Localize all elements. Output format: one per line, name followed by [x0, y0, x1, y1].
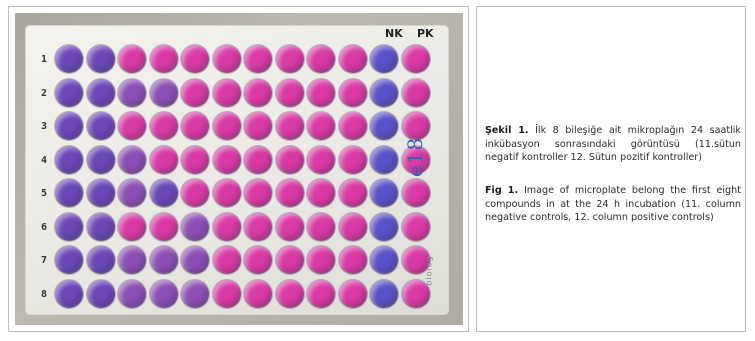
well [213, 112, 241, 140]
well [118, 246, 146, 274]
well [307, 79, 335, 107]
well [370, 45, 398, 73]
well [181, 45, 209, 73]
caption-english-text: Image of microplate belong the first eight compounds in at the 24 h incubation (11. column negative controls, 12. column positive controls) [485, 185, 741, 223]
caption-turkish [485, 124, 741, 165]
well [87, 45, 115, 73]
well [276, 213, 304, 241]
well [370, 179, 398, 207]
handwritten-mark: e18 [402, 136, 427, 178]
well [276, 246, 304, 274]
well [244, 246, 272, 274]
well [370, 213, 398, 241]
well [150, 112, 178, 140]
well [213, 213, 241, 241]
well [213, 280, 241, 308]
well [307, 146, 335, 174]
well [87, 79, 115, 107]
well [276, 45, 304, 73]
well [213, 146, 241, 174]
well [244, 280, 272, 308]
well [55, 79, 83, 107]
figure-panel [8, 6, 469, 332]
well [276, 280, 304, 308]
well [55, 45, 83, 73]
well [307, 246, 335, 274]
well [181, 179, 209, 207]
row-label: 5 [41, 188, 48, 199]
well [244, 112, 272, 140]
well [55, 213, 83, 241]
well [402, 45, 430, 73]
row-label: 1 [41, 54, 48, 65]
well [307, 45, 335, 73]
well [87, 213, 115, 241]
well [87, 112, 115, 140]
caption-turkish-text: İlk 8 bileşiğe ait mikroplağın 24 saatlik inkübasyon sonrasındaki görüntüsü (11.sütun negatif kontroller 12. Sütun pozitif kontroller) [485, 125, 741, 163]
well [370, 112, 398, 140]
well [402, 112, 430, 140]
well [370, 79, 398, 107]
well [307, 179, 335, 207]
well [339, 280, 367, 308]
well [150, 213, 178, 241]
well [181, 280, 209, 308]
well [118, 179, 146, 207]
well [118, 280, 146, 308]
well [339, 146, 367, 174]
well [307, 213, 335, 241]
well [181, 246, 209, 274]
well [118, 213, 146, 241]
well [402, 79, 430, 107]
well [118, 112, 146, 140]
well [55, 280, 83, 308]
well [370, 146, 398, 174]
plate-brand: biolog [424, 255, 434, 286]
column-label-nk: NK [385, 27, 403, 40]
well [181, 146, 209, 174]
well [276, 146, 304, 174]
well [244, 213, 272, 241]
well [55, 112, 83, 140]
well [87, 179, 115, 207]
well [150, 246, 178, 274]
well [307, 112, 335, 140]
well [55, 246, 83, 274]
well [150, 146, 178, 174]
well [150, 79, 178, 107]
well [213, 179, 241, 207]
well [118, 45, 146, 73]
row-label: 4 [41, 154, 48, 166]
well [339, 79, 367, 107]
row-label: 8 [41, 288, 48, 300]
microplate-photo [15, 13, 463, 325]
well [118, 146, 146, 174]
well [87, 146, 115, 174]
well [370, 246, 398, 274]
row-label: 2 [41, 87, 48, 99]
well [339, 246, 367, 274]
well [339, 45, 367, 73]
well [276, 79, 304, 107]
well [118, 79, 146, 107]
well [244, 45, 272, 73]
well [339, 213, 367, 241]
well [181, 79, 209, 107]
well [55, 179, 83, 207]
well [244, 146, 272, 174]
caption-turkish-label: Şekil 1. [485, 125, 529, 136]
well [307, 280, 335, 308]
well [213, 45, 241, 73]
well [276, 112, 304, 140]
well [402, 179, 430, 207]
well [213, 79, 241, 107]
row-label: 3 [41, 121, 48, 132]
caption-english [485, 184, 741, 225]
row-label: 7 [41, 255, 48, 266]
well [181, 213, 209, 241]
well [402, 213, 430, 241]
well [87, 246, 115, 274]
caption-panel [476, 6, 746, 332]
well [213, 246, 241, 274]
well [87, 280, 115, 308]
well [276, 179, 304, 207]
well [181, 112, 209, 140]
well [244, 79, 272, 107]
well [55, 146, 83, 174]
microplate [25, 25, 449, 315]
well [244, 179, 272, 207]
well [150, 179, 178, 207]
well [339, 112, 367, 140]
well [150, 280, 178, 308]
column-label-pk: PK [417, 27, 434, 40]
caption-english-label: Fig 1. [485, 185, 519, 196]
well [150, 45, 178, 73]
row-label: 6 [41, 221, 48, 233]
well [370, 280, 398, 308]
well [339, 179, 367, 207]
